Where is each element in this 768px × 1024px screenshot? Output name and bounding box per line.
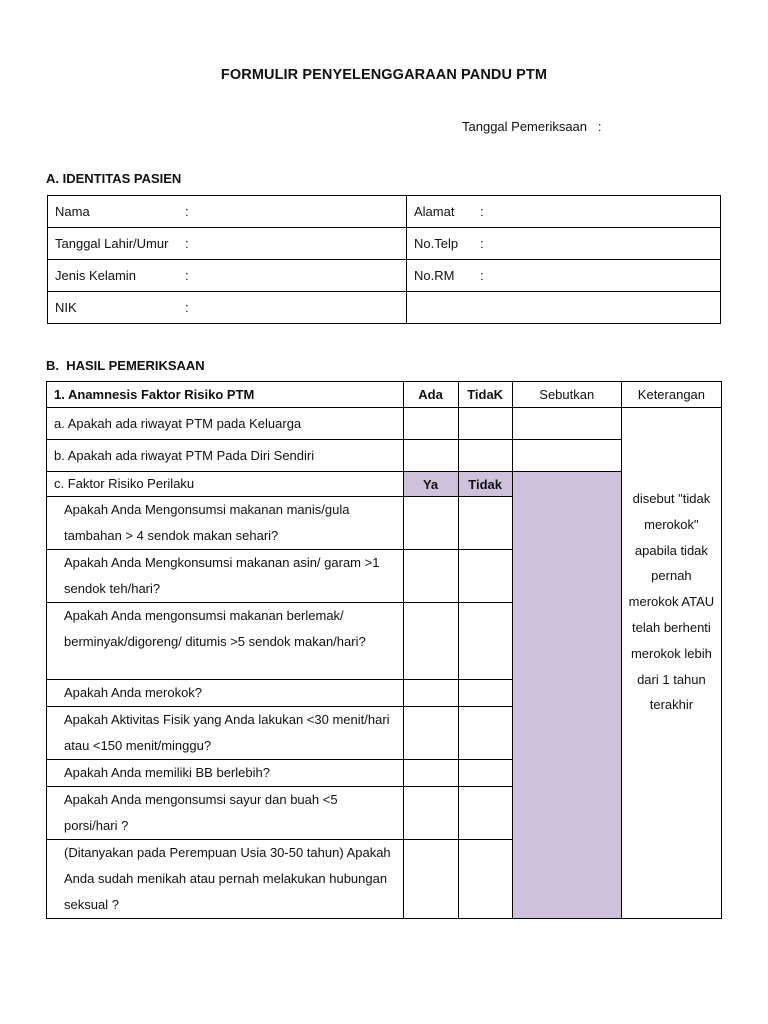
nik-label: NIK [55, 300, 77, 315]
jenis-kelamin-field[interactable] [48, 260, 407, 292]
no-rm-field[interactable] [407, 260, 721, 292]
question-merokok: Apakah Anda merokok? [47, 680, 404, 707]
tidak-checkbox-seksual[interactable] [458, 840, 512, 919]
tidak-checkbox-sayur[interactable] [458, 787, 512, 840]
header-keterangan: Keterangan [621, 382, 721, 408]
colon: : [480, 236, 484, 251]
tanggal-pemeriksaan-label: Tanggal Pemeriksaan : [462, 119, 602, 134]
tidak-checkbox-a[interactable] [458, 408, 512, 440]
question-garam: Apakah Anda Mengkonsumsi makanan asin/ garam >1 sendok teh/hari? [47, 550, 404, 603]
jenis-kelamin-label: Jenis Kelamin [55, 268, 136, 283]
ya-checkbox-gula[interactable] [403, 497, 458, 550]
ya-checkbox-aktivitas[interactable] [403, 707, 458, 760]
ya-checkbox-lemak[interactable] [403, 603, 458, 680]
sebutkan-shaded-area [512, 472, 621, 919]
form-title: FORMULIR PENYELENGGARAAN PANDU PTM [220, 67, 548, 83]
colon: : [185, 236, 189, 251]
colon: : [185, 268, 189, 283]
no-rm-label: No.RM [414, 268, 455, 283]
tanggal-lahir-label: Tanggal Lahir/Umur [55, 236, 169, 251]
keterangan-note: disebut "tidak merokok" apabila tidak pernah merokok ATAU telah berhenti merokok lebih dari 1 tahun terakhir [621, 408, 721, 919]
tidak-checkbox-bb[interactable] [458, 760, 512, 787]
question-gula: Apakah Anda Mengonsumsi makanan manis/gula tambahan > 4 sendok makan sehari? [47, 497, 404, 550]
row-riwayat-keluarga: a. Apakah ada riwayat PTM pada Keluarga [47, 408, 404, 440]
sebutkan-field-a[interactable] [512, 408, 621, 440]
ya-header: Ya [403, 472, 458, 497]
question-aktivitas-fisik: Apakah Aktivitas Fisik yang Anda lakukan <30 menit/hari atau <150 menit/minggu? [47, 707, 404, 760]
header-tidak: TidaK [458, 382, 512, 408]
header-anamnesis: 1. Anamnesis Faktor Risiko PTM [47, 382, 404, 408]
ya-checkbox-sayur[interactable] [403, 787, 458, 840]
nik-field[interactable] [48, 292, 407, 324]
tidak-checkbox-gula[interactable] [458, 497, 512, 550]
colon: : [185, 300, 189, 315]
alamat-label: Alamat [414, 204, 455, 219]
header-sebutkan: Sebutkan [512, 382, 621, 408]
header-ada: Ada [403, 382, 458, 408]
colon: : [480, 204, 484, 219]
row-riwayat-diri-sendiri: b. Apakah ada riwayat PTM Pada Diri Sendiri [47, 440, 404, 472]
ya-checkbox-seksual[interactable] [403, 840, 458, 919]
sebutkan-field-b[interactable] [512, 440, 621, 472]
hasil-pemeriksaan-table [46, 381, 722, 919]
question-hubungan-seksual: (Ditanyakan pada Perempuan Usia 30-50 tahun) Apakah Anda sudah menikah atau pernah melakukan hubungan seksual ? [47, 840, 404, 919]
nama-label: Nama [55, 204, 90, 219]
empty-cell [407, 292, 721, 324]
ada-checkbox-a[interactable] [403, 408, 458, 440]
no-telp-field[interactable] [407, 228, 721, 260]
tidak-checkbox-lemak[interactable] [458, 603, 512, 680]
tanggal-lahir-field[interactable] [48, 228, 407, 260]
section-identitas-heading: A. IDENTITAS PASIEN [46, 171, 182, 186]
colon: : [480, 268, 484, 283]
colon: : [185, 204, 189, 219]
question-bb-berlebih: Apakah Anda memiliki BB berlebih? [47, 760, 404, 787]
nama-field[interactable] [48, 196, 407, 228]
no-telp-label: No.Telp [414, 236, 459, 251]
tidak-checkbox-b[interactable] [458, 440, 512, 472]
tidak-checkbox-garam[interactable] [458, 550, 512, 603]
section-hasil-heading: B. HASIL PEMERIKSAAN [46, 358, 205, 373]
ya-checkbox-merokok[interactable] [403, 680, 458, 707]
question-sayur-buah: Apakah Anda mengonsumsi sayur dan buah <5 porsi/hari ? [47, 787, 404, 840]
row-faktor-risiko-perilaku: c. Faktor Risiko Perilaku [47, 472, 404, 497]
ya-checkbox-garam[interactable] [403, 550, 458, 603]
ada-checkbox-b[interactable] [403, 440, 458, 472]
question-lemak: Apakah Anda mengonsumsi makanan berlemak/ berminyak/digoreng/ ditumis >5 sendok makan/hari? [47, 603, 404, 680]
tidak-checkbox-merokok[interactable] [458, 680, 512, 707]
tidak-checkbox-aktivitas[interactable] [458, 707, 512, 760]
ya-checkbox-bb[interactable] [403, 760, 458, 787]
tidak-header: Tidak [458, 472, 512, 497]
identitas-table [47, 195, 721, 324]
alamat-field[interactable] [407, 196, 721, 228]
